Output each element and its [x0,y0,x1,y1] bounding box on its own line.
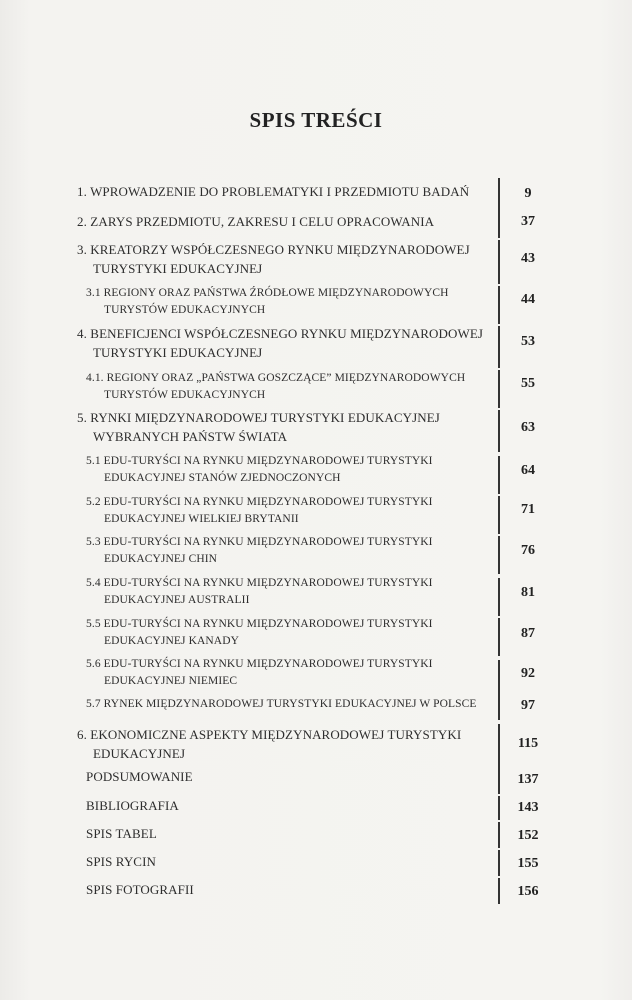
toc-divider [498,878,500,904]
toc-entry [86,796,179,815]
toc-entry-title: BIBLIOGRAFIA [86,798,179,813]
toc-entry [77,212,434,231]
toc-page-number: 92 [521,666,535,681]
toc-page-number: 71 [521,502,535,517]
toc-page-number: 137 [517,772,539,787]
toc-entry [86,285,449,319]
toc-entry-title-continued: TURYSTÓW EDUKACYJNYCH [104,304,266,316]
toc-entry-title: 5.5 EDU-TURYŚCI NA RYNKU MIĘDZYNARODOWEJ TURYSTYKI [86,618,433,630]
toc-entry-title: 5.1 EDU-TURYŚCI NA RYNKU MIĘDZYNARODOWEJ TURYSTYKI [86,455,433,467]
toc-page-number: 81 [521,585,535,600]
toc-entry-title: 2. ZARYS PRZEDMIOTU, ZAKRESU I CELU OPRACOWANIA [77,214,435,229]
toc-entry [86,534,433,568]
toc-entry-title: 5.6 EDU-TURYŚCI NA RYNKU MIĘDZYNARODOWEJ TURYSTYKI [86,658,433,670]
toc-entry-title: 3. KREATORZY WSPÓŁCZESNEGO RYNKU MIĘDZYNARODOWEJ [77,242,470,257]
toc-entry [86,656,433,690]
toc-page-number: 64 [521,463,535,478]
toc-entry-title-continued: EDUKACYJNEJ CHIN [104,553,218,565]
toc-divider [498,456,500,494]
toc-divider [498,796,500,820]
toc-entry-title: 6. EKONOMICZNE ASPEKTY MIĘDZYNARODOWEJ TURYSTYKI [77,727,462,742]
toc-page-number: 55 [521,376,535,391]
toc-divider [498,660,500,698]
toc-entry-title-continued: EDUKACYJNEJ [93,746,186,761]
toc-entry [77,725,461,763]
toc-entry-title-continued: TURYSTÓW EDUKACYJNYCH [104,389,266,401]
toc-entry [86,696,477,713]
toc-divider [498,210,500,238]
toc-page-number: 76 [521,543,535,558]
toc-entry [77,240,470,278]
toc-entry-title: SPIS FOTOGRAFII [86,882,194,897]
toc-divider [498,178,500,210]
toc-entry-title-continued: TURYSTYKI EDUKACYJNEJ [93,345,263,360]
toc-entry [86,880,194,899]
toc-entry-title-continued: EDUKACYJNEJ STANÓW ZJEDNOCZONYCH [104,472,341,484]
toc-entry [86,824,157,843]
toc-entry [77,408,440,446]
toc-page-number: 44 [521,292,535,307]
toc-entry-title: 5.3 EDU-TURYŚCI NA RYNKU MIĘDZYNARODOWEJ TURYSTYKI [86,536,433,548]
toc-entry-title-continued: EDUKACYJNEJ AUSTRALII [104,594,250,606]
toc-entry-title: PODSUMOWANIE [86,769,193,784]
toc-divider [498,766,500,794]
toc-divider [498,724,500,766]
toc-divider [498,536,500,574]
toc-divider [498,496,500,534]
toc-entry-title: 5.4 EDU-TURYŚCI NA RYNKU MIĘDZYNARODOWEJ TURYSTYKI [86,577,433,589]
toc-entry-title-continued: WYBRANYCH PAŃSTW ŚWIATA [93,429,288,444]
toc-page-number: 156 [517,884,539,899]
toc-page-number: 115 [517,736,539,751]
toc-entry-title: SPIS TABEL [86,826,157,841]
toc-divider [498,822,500,848]
toc-entry-title: 4. BENEFICJENCI WSPÓŁCZESNEGO RYNKU MIĘDZYNARODOWEJ [77,326,484,341]
toc-page-number: 53 [521,334,535,349]
toc-entry [86,767,193,786]
toc-page-number: 43 [521,251,535,266]
toc-entry [77,182,469,201]
toc-divider [498,694,500,720]
toc-entry [86,494,433,528]
toc-page-number: 9 [524,186,532,201]
toc-entry [86,370,465,404]
toc-entry-title: SPIS RYCIN [86,854,156,869]
toc-page-number: 152 [517,828,539,843]
toc-entry [86,616,433,650]
toc-page-number: 143 [517,800,539,815]
toc-divider [498,370,500,408]
toc-divider [498,286,500,324]
toc-entry [86,852,156,871]
toc-entry-title: 1. WPROWADZENIE DO PROBLEMATYKI I PRZEDMIOTU BADAŃ [77,184,470,199]
toc-entry [86,453,433,487]
toc-page-number: 37 [521,214,535,229]
toc-entry-title-continued: TURYSTYKI EDUKACYJNEJ [93,261,263,276]
toc-entry-title: 5. RYNKI MIĘDZYNARODOWEJ TURYSTYKI EDUKACYJNEJ [77,410,440,425]
toc-entry-title-continued: EDUKACYJNEJ NIEMIEC [104,675,238,687]
toc-divider [498,850,500,876]
toc-divider [498,326,500,368]
toc-entry-title: 4.1. REGIONY ORAZ „PAŃSTWA GOSZCZĄCE” MIĘDZYNARODOWYCH [86,372,466,384]
toc-divider [498,410,500,452]
toc-page-number: 63 [521,420,535,435]
toc-divider [498,240,500,284]
toc-entry [86,575,433,609]
toc-entry [77,324,483,362]
toc-page-number: 97 [521,698,535,713]
toc-page-number: 87 [521,626,535,641]
toc-entry-title: 5.2 EDU-TURYŚCI NA RYNKU MIĘDZYNARODOWEJ TURYSTYKI [86,496,433,508]
page-title: SPIS TREŚCI [249,108,383,132]
toc-divider [498,578,500,616]
toc-page-number: 155 [517,856,539,871]
toc-entry-title: 5.7 RYNEK MIĘDZYNARODOWEJ TURYSTYKI EDUKACYJNEJ W POLSCE [86,698,477,710]
toc-entry-title: 3.1 REGIONY ORAZ PAŃSTWA ŹRÓDŁOWE MIĘDZYNARODOWYCH [86,287,449,299]
toc-divider [498,618,500,656]
toc-entry-title-continued: EDUKACYJNEJ WIELKIEJ BRYTANII [104,513,299,525]
toc-entry-title-continued: EDUKACYJNEJ KANADY [104,635,240,647]
